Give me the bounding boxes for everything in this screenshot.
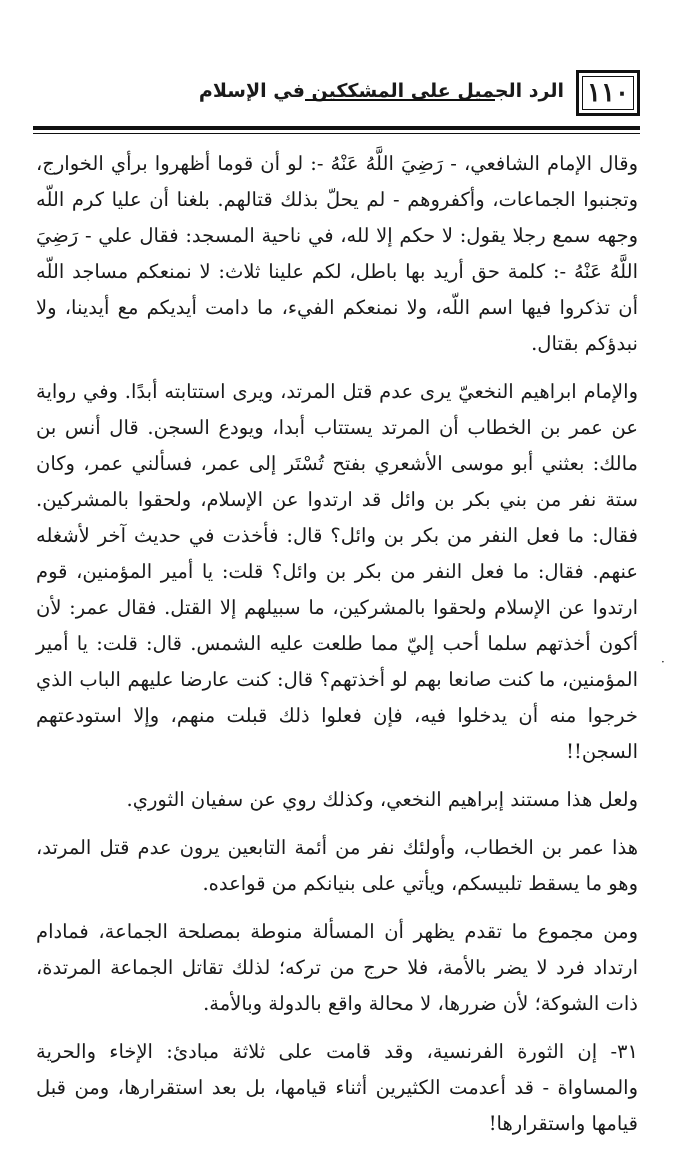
page-number-box	[576, 70, 640, 116]
header-rule-thick	[33, 126, 640, 130]
paragraph-nakhai: والإمام ابراهيم النخعيّ يرى عدم قتل المرتد، ويرى استتابته أبدًا. وفي رواية عن عمر بن الخطاب أن المرتد يستتاب أبدا، ويودع السجن. قال أنس بن مالك: بعثني أبو موسى الأشعري بفتح تُسْتَر إلى عمر، فسألني عمر، وكان ستة نفر من بني بكر بن وائل قد ارتدوا عن الإسلام، ولحقوا بالمشركين. فقال: ما فعل النفر من بكر بن وائل؟ قال: فأخذت في حديث آخر لأشغله عنهم. فقال: ما فعل النفر من بكر بن وائل؟ قلت: يا أمير المؤمنين، قوم ارتدوا عن الإسلام ولحقوا بالمشركين، ما سبيلهم إلا القتل. فقال عمر: لأن أكون أخذتهم سلما أحب إليّ مما طلعت عليه الشمس. قال: قلت: يا أمير المؤمنين، ما كنت صانعا بهم لو أخذتهم؟ قال: كنت عارضا عليهم الباب الذي خرجوا منه أن يدخلوا فيه، فإن فعلوا ذلك قبلت منهم، وإلا استودعتهم السجن!!	[36, 380, 638, 763]
paragraph-source: ولعل هذا مستند إبراهيم النخعي، وكذلك روي عن سفيان الثوري.	[126, 788, 638, 811]
margin-dot: ·	[661, 655, 665, 669]
paragraph-conclusion: ومن مجموع ما تقدم يظهر أن المسألة منوطة بمصلحة الجماعة، فمادام ارتداد فرد لا يضر بالأمة، فلا حرج من تركه؛ لذلك تقاتل الجماعة المرتدة، ذات الشوكة؛ لأن ضررها، لا محالة واقع بالدولة وبالأمة.	[36, 920, 638, 1015]
running-title: الرد الجميل على المشككين في الإسلام	[198, 80, 564, 102]
header-rule-thin	[33, 133, 640, 134]
paragraph-shafii: وقال الإمام الشافعي، - رَضِيَ اللَّهُ عَنْهُ -: لو أن قوما أظهروا برأي الخوارج، وتجنبوا الجماعات، وأكفروهم - لم يحلّ بذلك قتالهم. بلغنا أن عليا كرم اللّه وجهه سمع رجلا يقول: لا حكم إلا لله، في ناحية المسجد: فقال علي - رَضِيَ اللَّهُ عَنْهُ -: كلمة حق أريد بها باطل، لكم علينا ثلاث: لا نمنعكم مساجد اللّه أن تذكروا فيها اسم اللّه، ولا نمنعكم الفيء، ما دامت أيديكم مع أيدينا، ولا نبدؤكم بقتال.	[36, 152, 638, 355]
page-number-inner-frame	[582, 76, 634, 110]
title-rule	[305, 99, 495, 101]
page-number: ١١٠	[587, 78, 629, 108]
paragraph-item-31: ٣١- إن الثورة الفرنسية، وقد قامت على ثلاثة مبادئ: الإخاء والحرية والمساواة - قد أعدمت الكثيرين أثناء قيامها، بل بعد استقرارها، ومن قبل قيامها واستقرارها!	[36, 1040, 638, 1135]
page-body	[36, 146, 638, 1154]
page-header	[0, 0, 698, 140]
paragraph-umar: هذا عمر بن الخطاب، وأولئك نفر من أئمة التابعين يرون عدم قتل المرتد، وهو ما يسقط تلبيسكم، ويأتي على بنيانكم من قواعده.	[36, 836, 638, 895]
